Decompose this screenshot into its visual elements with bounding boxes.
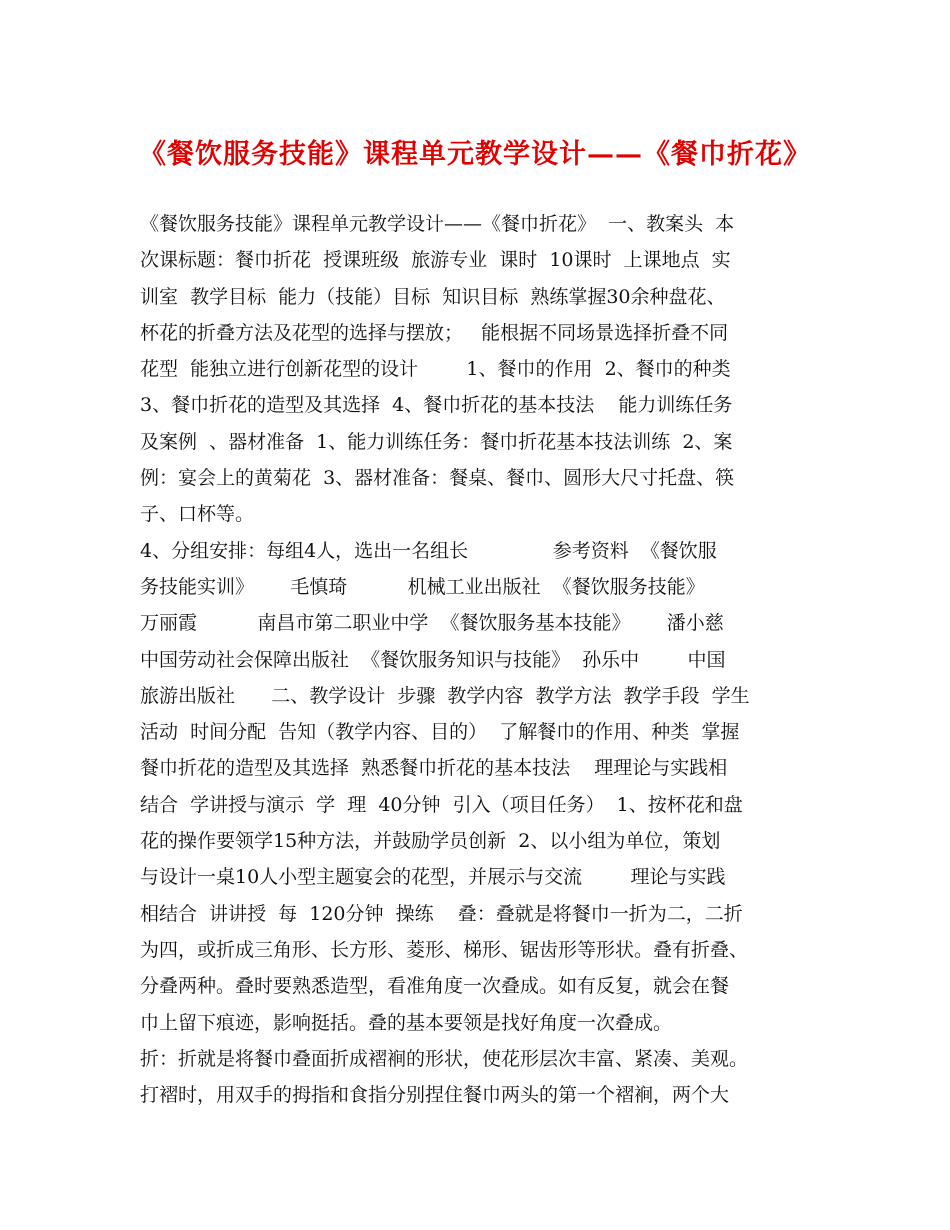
body-line: 子、口杯等。 [140, 503, 255, 526]
body-line: 与设计一桌10人小型主题宴会的花型，并展示与交流 理论与实践 [140, 866, 726, 889]
body-line: 巾上留下痕迹，影响挺括。叠的基本要领是找好角度一次叠成。 [140, 1011, 673, 1034]
body-line: 为四，或折成三角形、长方形、菱形、梯形、锯齿形等形状。叠有折叠、 [140, 938, 749, 961]
body-line: 打褶时，用双手的拇指和食指分别捏住餐巾两头的第一个褶裥，两个大 [140, 1084, 730, 1107]
body-line: 分叠两种。叠时要熟悉造型，看准角度一次叠成。如有反复，就会在餐 [140, 975, 730, 998]
body-line: 4、分组安排：每组4人，选出一名组长 参考资料 《餐饮服 [140, 539, 717, 562]
body-line: 中国劳动社会保障出版社 《餐饮服务知识与技能》 孙乐中 中国 [140, 648, 726, 671]
body-line: 折：折就是将餐巾叠面折成褶裥的形状，使花形层次丰富、紧凑、美观。 [140, 1047, 749, 1070]
body-line: 活动 时间分配 告知（教学内容、目的） 了解餐巾的作用、种类 掌握 [140, 721, 740, 744]
body-line: 务技能实训》 毛慎琦 机械工业出版社 《餐饮服务技能》 [140, 575, 705, 598]
body-line: 训室 教学目标 能力（技能）目标 知识目标 熟练掌握30余种盘花、 [140, 285, 726, 308]
body-line: 餐巾折花的造型及其选择 熟悉餐巾折花的基本技法 理理论与实践相 [140, 757, 728, 780]
body-line: 次课标题：餐巾折花 授课班级 旅游专业 课时 10课时 上课地点 实 [140, 249, 731, 272]
body-line: 《餐饮服务技能》课程单元教学设计——《餐巾折花》 一、教案头 本 [140, 213, 735, 235]
body-line: 万丽霞 南昌市第二职业中学 《餐饮服务基本技能》 潘小慈 [140, 612, 724, 635]
body-line: 及案例 、器材准备 1、能力训练任务：餐巾折花基本技法训练 2、案 [140, 430, 733, 453]
body-line: 花型 能独立进行创新花型的设计 1、餐巾的作用 2、餐巾的种类 [140, 358, 731, 381]
body-line: 杯花的折叠方法及花型的选择与摆放； 能根据不同场景选择折叠不同 [140, 321, 729, 344]
body-line: 相结合 讲讲授 每 120分钟 操练 叠：叠就是将餐巾一折为二，二折 [140, 902, 743, 925]
body-line: 例：宴会上的黄菊花 3、器材准备：餐桌、餐巾、圆形大尺寸托盘、筷 [140, 467, 735, 490]
body-line: 花的操作要领学15种方法，并鼓励学员创新 2、以小组为单位，策划 [140, 830, 721, 853]
body-line: 3、餐巾折花的造型及其选择 4、餐巾折花的基本技法 能力训练任务 [140, 394, 733, 417]
document-body [140, 206, 830, 1113]
body-line: 旅游出版社 二、教学设计 步骤 教学内容 教学方法 教学手段 学生 [140, 684, 750, 707]
document-title: 《餐饮服务技能》课程单元教学设计——《餐巾折花》 [139, 139, 811, 170]
body-line: 结合 学讲授与演示 学 理 40分钟 引入（项目任务） 1、按杯花和盘 [140, 793, 743, 816]
